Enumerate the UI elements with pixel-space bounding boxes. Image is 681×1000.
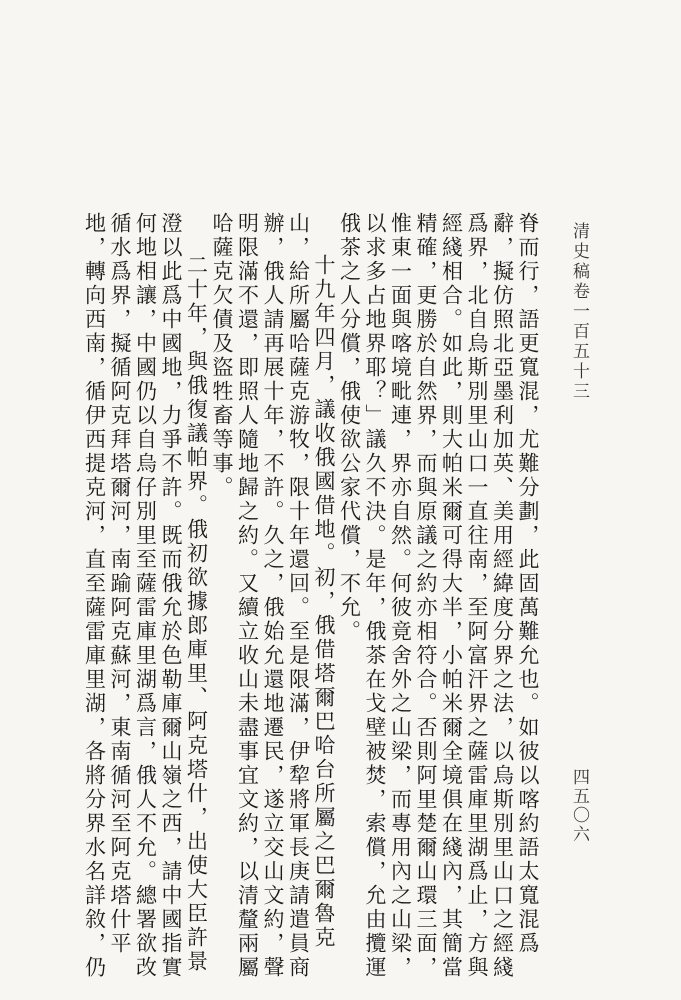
paragraph: 二十年，與俄復議帕界。俄初欲據郎庫里、阿克塔什，出使大臣許景澄以此爲中國地，力爭不許。既而俄允於色勒庫爾山嶺之西，請中國指實何地相讓，中國仍以自烏仔別里至薩雷庫里湖爲言，俄人不允。總署欲改循水爲界，擬循阿克拜塔爾河，南踰阿克蘇河，東南循河至阿克塔什平地，轉向西南，循伊西提克河，直至薩雷庫里湖，各將分界水名詳敘，仍 [82, 212, 209, 980]
text-body [78, 212, 540, 987]
page-number: 四五〇六 [569, 768, 589, 844]
paragraph-continuation: 脊而行，語更寬混，尤難分劃，此固萬難允也。如彼以喀約語太寬混爲辭，擬仿照北亞墨利加英、美用經緯度分界之法，以烏斯別里山口之經綫爲界，北自烏斯別里山口一直往南，至阿富汗界之薩雷庫里湖爲止，方與經綫相合。如此，則大帕米爾可得大半，小帕米爾全境俱在綫內，其簡當精確，更勝於自然界，而與原議之約亦相符合。否則阿里楚爾山環三面，惟東一面與喀境毗連，界亦自然。何彼竟舍外之山梁，而專用內之山梁，以求多占地界耶？」議久不決。是年，俄茶在戈壁被焚，索償，允由攬運俄茶之人分償，俄使欲公家代償，不允。 [337, 212, 540, 980]
paragraph: 十九年四月，議收俄國借地。初，俄借塔爾巴哈台所屬之巴爾魯克山，給所屬哈薩克游牧，限十年還回。至是限滿，伊犂將軍長庚請遣員商辦，俄人請再展十年，不許。久之，俄始允還地遷民，遂立交山文約，聲明限滿不還，即照人隨地歸之約。又續立收山未盡事宜文約，以清釐兩屬哈薩克欠債及盜牲畜等事。 [210, 212, 336, 980]
running-head: 清史稿卷一百五十三 [569, 222, 589, 402]
